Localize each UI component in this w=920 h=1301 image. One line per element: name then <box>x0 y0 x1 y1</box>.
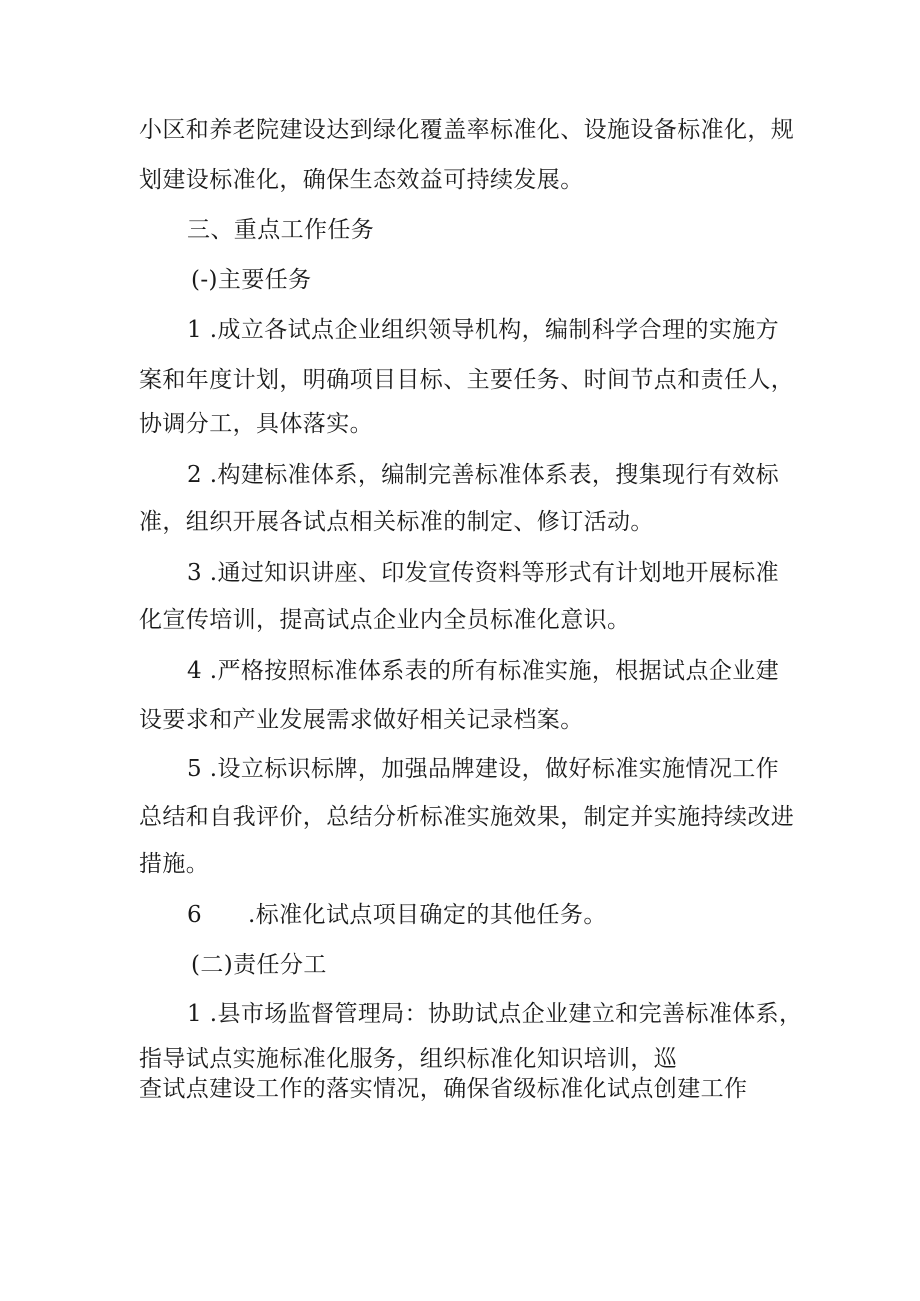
list-text: .标准化试点项目确定的其他任务。 <box>248 902 607 928</box>
list-number: 6 <box>187 902 203 928</box>
list-item-line: 化宣传培训，提高试点企业内全员标准化意识。 <box>139 607 631 633</box>
list-item-line: 设要求和产业发展需求做好相关记录档案。 <box>139 707 584 733</box>
list-item-line: 总结和自我评价，总结分析标准实施效果，制定并实施持续改进 <box>139 804 795 830</box>
subsection-heading: (-)主要任务 <box>191 267 312 293</box>
paragraph-line: 小区和养老院建设达到绿化覆盖率标准化、设施设备标准化，规 <box>139 117 795 143</box>
list-item-line: 协调分工，具体落实。 <box>139 411 373 437</box>
list-item-line: 3 .通过知识讲座、印发宣传资料等形式有计划地开展标准 <box>187 560 780 586</box>
list-item-line: 5 .设立标识标牌，加强品牌建设，做好标准实施情况工作 <box>187 756 780 782</box>
list-item-line: 2 .构建标准体系，编制完善标准体系表，搜集现行有效标 <box>187 462 780 488</box>
list-item-line: 案和年度计划，明确项目目标、主要任务、时间节点和责任人， <box>139 367 795 393</box>
list-item-line: 措施。 <box>139 851 210 877</box>
subsection-heading: (二)责任分工 <box>191 952 327 978</box>
list-item-line: 查试点建设工作的落实情况，确保省级标准化试点创建工作 <box>139 1076 748 1102</box>
paragraph-line: 划建设标准化，确保生态效益可持续发展。 <box>139 167 584 193</box>
list-item-line: 指导试点实施标准化服务，组织标准化知识培训，巡 <box>139 1046 678 1072</box>
list-item-line: 准，组织开展各试点相关标准的制定、修订活动。 <box>139 509 654 535</box>
list-item-6 <box>187 901 607 929</box>
list-item-line: 1 .成立各试点企业组织领导机构，编制科学合理的实施方 <box>187 317 780 343</box>
section-heading: 三、重点工作任务 <box>187 217 375 243</box>
list-item-line: 1 .县市场监督管理局：协助试点企业建立和完善标准体系， <box>187 1001 803 1027</box>
list-item-line: 4 .严格按照标准体系表的所有标准实施，根据试点企业建 <box>187 658 780 684</box>
